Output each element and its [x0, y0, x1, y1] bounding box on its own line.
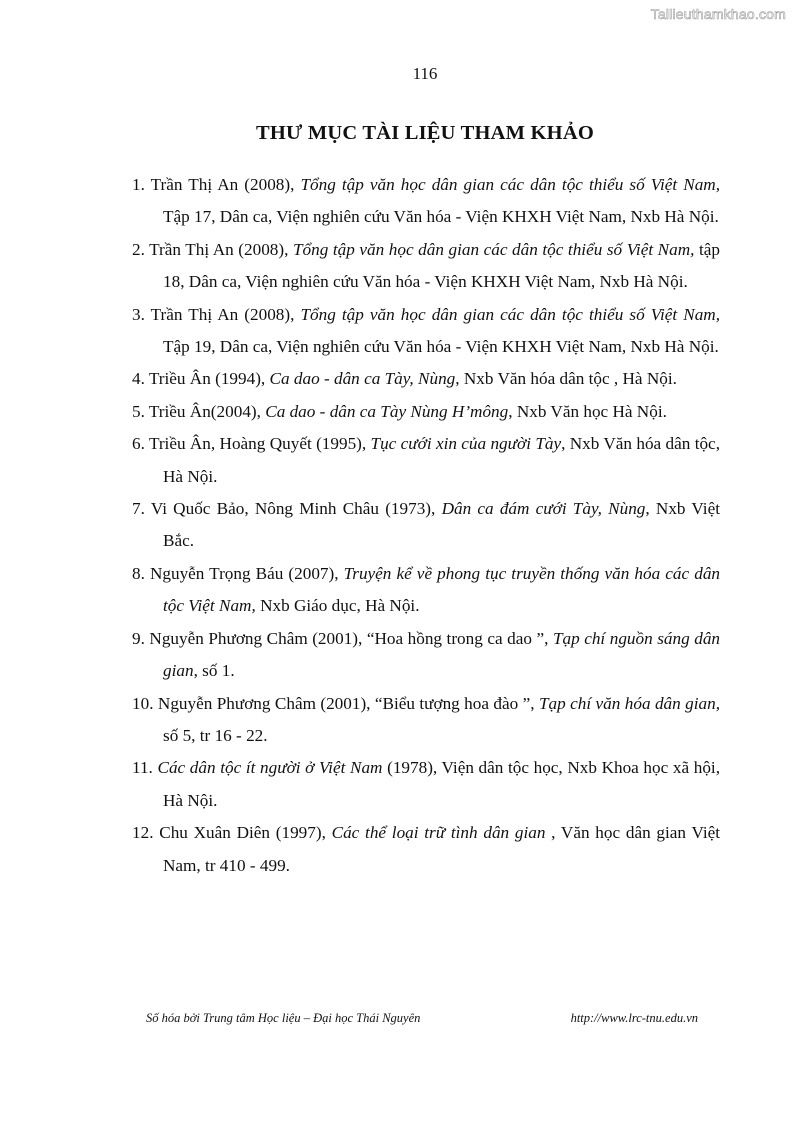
reference-author: Nguyễn Phương Châm (2001), “Hoa hồng trong ca dao ”, — [149, 628, 553, 648]
reference-number: 11. — [132, 758, 158, 778]
reference-author: Trần Thị An (2008), — [149, 239, 293, 259]
reference-item-9 — [132, 623, 720, 688]
reference-item-1 — [132, 169, 720, 234]
reference-details: , Nxb Việt Bắc. — [163, 499, 720, 551]
reference-author: Nguyễn Phương Châm (2001), “Biểu tượng hoa đào ”, — [157, 693, 539, 713]
reference-details: , Văn học dân gian Việt Nam, tr 410 - 499. — [163, 823, 720, 875]
reference-author: Nguyễn Trọng Báu (2007), — [149, 563, 344, 583]
reference-item-4 — [132, 363, 720, 395]
reference-number: 4. — [132, 369, 149, 389]
reference-details: , Nxb Văn hóa dân tộc, Hà Nội. — [163, 434, 720, 486]
reference-title: Tổng tập văn học dân gian các dân tộc thiểu số Việt Nam, — [292, 239, 695, 259]
reference-number: 9. — [132, 628, 150, 648]
reference-item-7 — [132, 493, 720, 558]
reference-details: số 5, tr 16 - 22. — [163, 725, 268, 745]
reference-title: Ca dao - dân ca Tày, Nùng — [269, 369, 456, 389]
footer-url: http://www.lrc-tnu.edu.vn — [570, 1011, 698, 1025]
footer-digitized-by: Số hóa bởi Trung tâm Học liệu – Đại học Thái Nguyên — [146, 1011, 421, 1025]
reference-author: Triều Ân (1994), — [148, 369, 270, 389]
watermark-text: Tailieuthamkhao.com — [650, 6, 786, 22]
reference-title: Dân ca đám cưới Tày, Nùng — [441, 499, 646, 519]
reference-details: , Nxb Văn học Hà Nội. — [508, 401, 667, 421]
reference-title: Các thể loại trữ tình dân gian — [331, 823, 546, 843]
reference-details: , Nxb Văn hóa dân tộc , Hà Nội. — [455, 369, 677, 389]
reference-title: Tục cưới xin của người Tày — [370, 434, 562, 454]
reference-title: Tạp chí văn hóa dân gian, — [538, 693, 721, 713]
reference-list — [132, 169, 720, 882]
reference-item-2 — [132, 234, 720, 299]
reference-number: 6. — [132, 434, 149, 454]
reference-title: Tổng tập văn học dân gian các dân tộc thiểu số Việt Nam, — [300, 175, 720, 194]
reference-details: Tập 17, Dân ca, Viện nghiên cứu Văn hóa - Viện KHXH Việt Nam, Nxb Hà Nội. — [163, 207, 719, 227]
reference-item-5 — [132, 396, 720, 428]
reference-author: Trần Thị An (2008), — [150, 175, 301, 194]
page-footer — [146, 1011, 698, 1026]
reference-author: Triều Ân(2004), — [148, 401, 266, 421]
reference-number: 8. — [132, 563, 150, 583]
reference-title: Tạp chí nguồn sáng dân gian — [163, 628, 721, 681]
reference-details: tập 18, Dân ca, Viện nghiên cứu Văn hóa - Viện KHXH Việt Nam, Nxb Hà Nội. — [163, 239, 720, 292]
reference-number: 12. — [132, 823, 160, 843]
reference-author: Triều Ân, Hoàng Quyết (1995), — [148, 434, 371, 454]
page-number: 116 — [412, 64, 438, 83]
reference-details: Tập 19, Dân ca, Viện nghiên cứu Văn hóa - Viện KHXH Việt Nam, Nxb Hà Nội. — [163, 337, 719, 357]
reference-details: , số 1. — [193, 661, 235, 681]
reference-item-11 — [132, 752, 720, 817]
reference-item-12 — [132, 817, 720, 882]
reference-title: Các dân tộc ít người ở Việt Nam — [157, 758, 383, 778]
reference-author: Chu Xuân Diên (1997), — [159, 823, 332, 843]
reference-item-3 — [132, 299, 720, 364]
page-title: THƯ MỤC TÀI LIỆU THAM KHẢO — [256, 122, 594, 144]
reference-details: (1978), Viện dân tộc học, Nxb Khoa học xã hội, Hà Nội. — [163, 758, 720, 810]
reference-title: Ca dao - dân ca Tày Nùng H’mông — [265, 401, 509, 421]
reference-item-8 — [132, 558, 720, 623]
reference-number: 10. — [132, 693, 158, 713]
reference-number: 3. — [132, 304, 151, 324]
reference-number: 7. — [132, 499, 151, 519]
reference-item-10 — [132, 688, 720, 753]
reference-number: 1. — [132, 175, 151, 194]
reference-author: Trần Thị An (2008), — [150, 304, 301, 324]
reference-title: Tổng tập văn học dân gian các dân tộc thiểu số Việt Nam, — [300, 304, 720, 324]
reference-details: Nxb Giáo dục, Hà Nội. — [255, 596, 420, 616]
reference-author: Vi Quốc Bảo, Nông Minh Châu (1973), — [150, 499, 442, 519]
reference-number: 5. — [132, 401, 149, 421]
reference-item-6 — [132, 428, 720, 493]
reference-number: 2. — [132, 239, 150, 259]
reference-title: Truyện kể về phong tục truyền thống văn hóa các dân tộc Việt Nam, — [163, 563, 721, 616]
